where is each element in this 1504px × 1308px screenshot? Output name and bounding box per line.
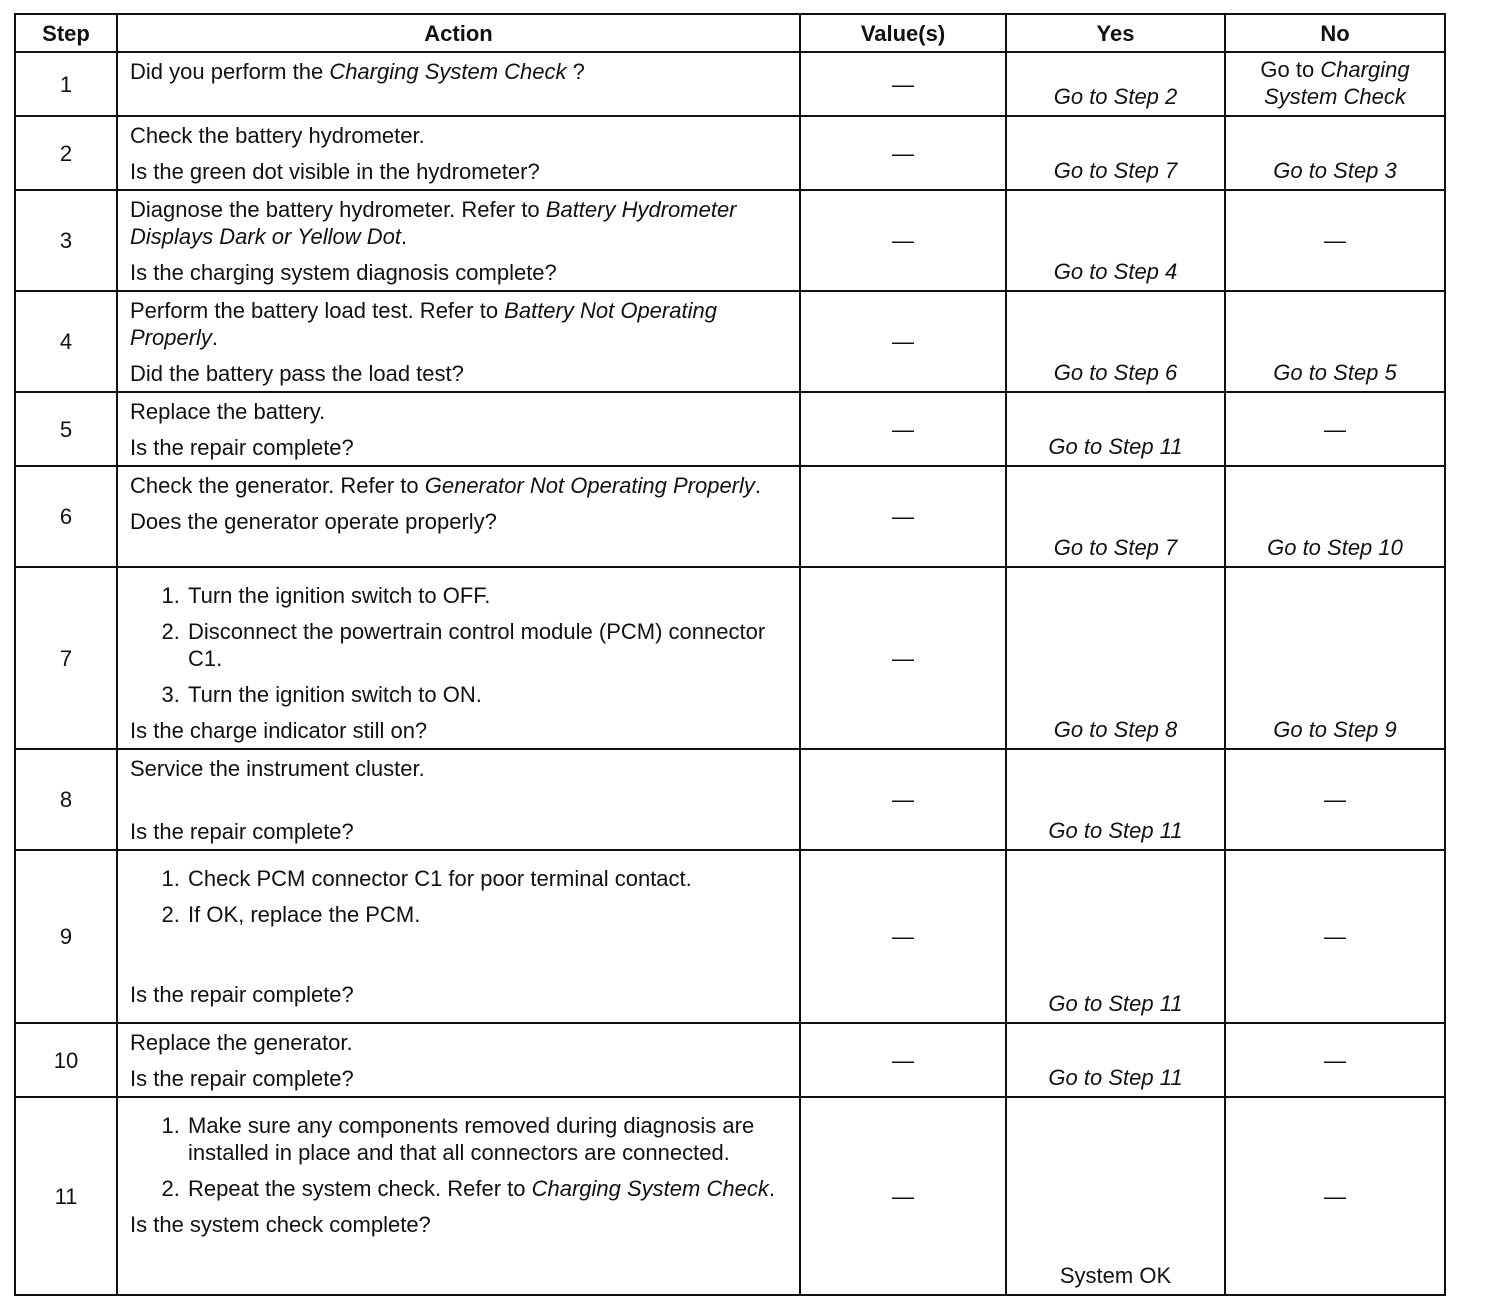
step-number: 11 (15, 1097, 117, 1295)
header-values: Value(s) (800, 14, 1006, 52)
action-question: Is the repair complete? (130, 1066, 354, 1091)
action-question: Is the charge indicator still on? (130, 718, 428, 743)
step-number: 4 (15, 291, 117, 392)
action-text: Check the battery hydrometer. (130, 123, 425, 148)
step-number: 1 (15, 52, 117, 116)
action-cell (117, 392, 800, 466)
header-row (15, 14, 1445, 52)
value-cell: — (800, 749, 1006, 850)
value-cell: — (800, 190, 1006, 291)
yes-cell: Go to Step 7 (1006, 466, 1225, 567)
yes-cell: Go to Step 11 (1006, 1023, 1225, 1097)
action-question: Is the repair complete? (130, 819, 354, 844)
no-cell: — (1225, 850, 1445, 1023)
list-item: 2. If OK, replace the PCM. (186, 901, 791, 928)
table-row (15, 392, 1445, 466)
action-cell (117, 1023, 800, 1097)
action-steps (130, 582, 791, 708)
no-cell: — (1225, 392, 1445, 466)
action-question: Is the repair complete? (130, 435, 354, 460)
action-text: Replace the battery. (130, 399, 326, 424)
value-cell: — (800, 850, 1006, 1023)
value-cell: — (800, 466, 1006, 567)
no-cell: — (1225, 190, 1445, 291)
action-text: Check the generator. Refer to Generator Not Operating Properly. (130, 473, 762, 498)
action-steps (130, 1112, 791, 1202)
action-cell (117, 190, 800, 291)
list-item: 3. Turn the ignition switch to ON. (186, 681, 791, 708)
no-cell: — (1225, 1097, 1445, 1295)
no-cell: Go to Charging System Check (1225, 52, 1445, 116)
step-number: 9 (15, 850, 117, 1023)
list-item: 2. Disconnect the powertrain control module (PCM) connector C1. (186, 618, 791, 672)
action-cell (117, 116, 800, 190)
value-cell: — (800, 116, 1006, 190)
action-cell (117, 466, 800, 567)
table-row (15, 190, 1445, 291)
table-row (15, 567, 1445, 749)
action-question: Did the battery pass the load test? (130, 361, 464, 386)
action-text: Replace the generator. (130, 1030, 353, 1055)
action-question: Is the system check complete? (130, 1212, 431, 1237)
table-row (15, 291, 1445, 392)
step-number: 2 (15, 116, 117, 190)
step-number: 6 (15, 466, 117, 567)
yes-cell: Go to Step 8 (1006, 567, 1225, 749)
header-step: Step (15, 14, 117, 52)
table-row (15, 1097, 1445, 1295)
yes-cell: Go to Step 11 (1006, 749, 1225, 850)
step-number: 8 (15, 749, 117, 850)
no-cell: — (1225, 1023, 1445, 1097)
yes-cell: Go to Step 7 (1006, 116, 1225, 190)
action-cell (117, 749, 800, 850)
action-cell (117, 52, 800, 116)
action-text: Diagnose the battery hydrometer. Refer to Battery Hydrometer Displays Dark or Yellow Dot. (130, 197, 737, 249)
value-cell: — (800, 392, 1006, 466)
action-question: Is the charging system diagnosis complete? (130, 260, 557, 285)
table-row (15, 1023, 1445, 1097)
no-cell: Go to Step 10 (1225, 466, 1445, 567)
action-cell (117, 850, 800, 1023)
no-cell: Go to Step 3 (1225, 116, 1445, 190)
action-question: Does the generator operate properly? (130, 509, 497, 534)
yes-cell: Go to Step 11 (1006, 392, 1225, 466)
list-item: 1. Turn the ignition switch to OFF. (186, 582, 791, 609)
action-cell (117, 291, 800, 392)
table-row (15, 850, 1445, 1023)
value-cell: — (800, 52, 1006, 116)
no-cell: Go to Step 9 (1225, 567, 1445, 749)
yes-cell: Go to Step 11 (1006, 850, 1225, 1023)
value-cell: — (800, 1097, 1006, 1295)
list-item: 2. Repeat the system check. Refer to Charging System Check. (186, 1175, 791, 1202)
value-cell: — (800, 291, 1006, 392)
table-row (15, 466, 1445, 567)
action-text: Service the instrument cluster. (130, 756, 425, 781)
action-question: Is the repair complete? (130, 982, 354, 1007)
step-number: 7 (15, 567, 117, 749)
yes-cell: Go to Step 6 (1006, 291, 1225, 392)
step-number: 3 (15, 190, 117, 291)
action-text: Perform the battery load test. Refer to Battery Not Operating Properly. (130, 298, 717, 350)
header-action: Action (117, 14, 800, 52)
action-cell (117, 567, 800, 749)
action-steps (130, 865, 791, 928)
value-cell: — (800, 1023, 1006, 1097)
step-number: 10 (15, 1023, 117, 1097)
list-item: 1. Check PCM connector C1 for poor terminal contact. (186, 865, 791, 892)
yes-cell: Go to Step 2 (1006, 52, 1225, 116)
yes-cell: Go to Step 4 (1006, 190, 1225, 291)
yes-cell: System OK (1006, 1097, 1225, 1295)
step-number: 5 (15, 392, 117, 466)
header-no: No (1225, 14, 1445, 52)
no-cell: Go to Step 5 (1225, 291, 1445, 392)
table-row (15, 52, 1445, 116)
table-row (15, 749, 1445, 850)
no-cell: — (1225, 749, 1445, 850)
table-row (15, 116, 1445, 190)
action-cell (117, 1097, 800, 1295)
diagnostic-table (14, 13, 1446, 1296)
action-text: Did you perform the Charging System Check ? (130, 59, 585, 84)
value-cell: — (800, 567, 1006, 749)
action-question: Is the green dot visible in the hydrometer? (130, 159, 540, 184)
header-yes: Yes (1006, 14, 1225, 52)
list-item: 1. Make sure any components removed during diagnosis are installed in place and that all connectors are connected. (186, 1112, 791, 1166)
